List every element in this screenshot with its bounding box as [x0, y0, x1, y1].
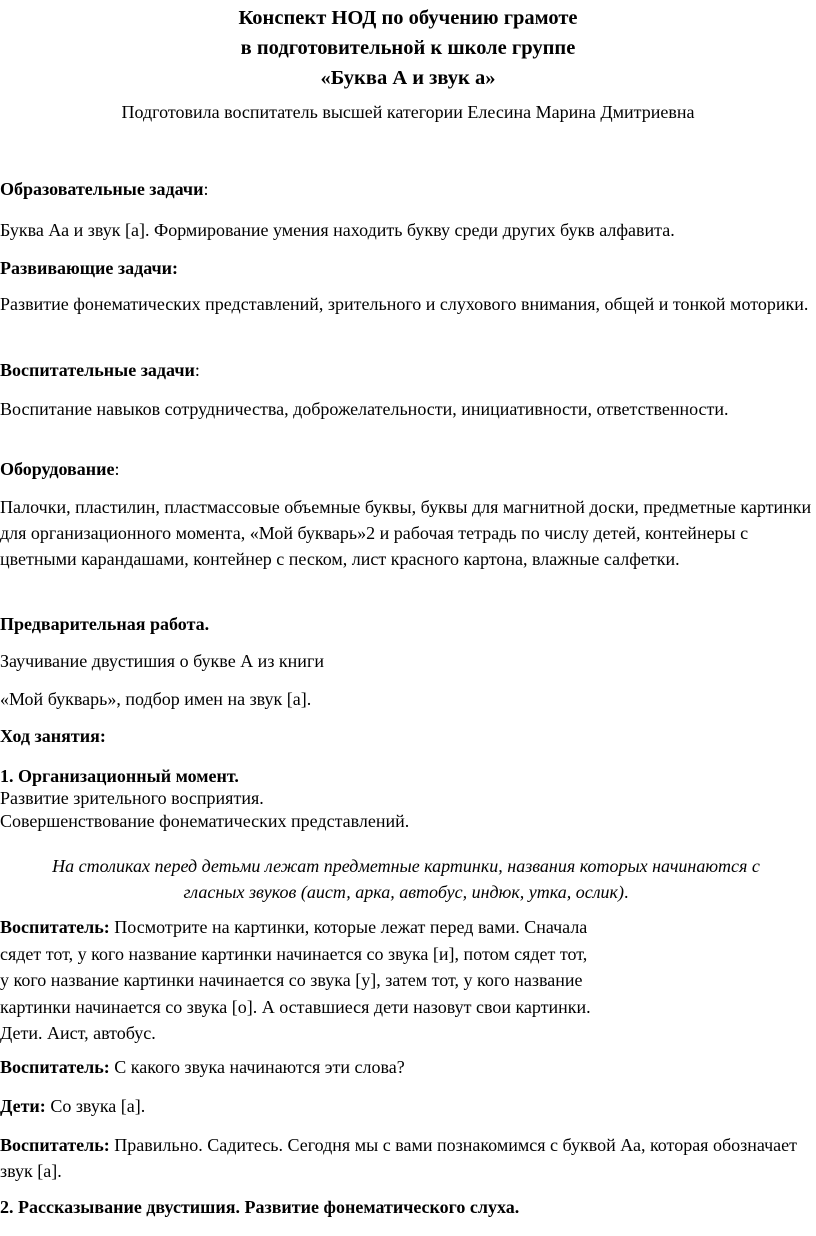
edu-heading-line: Образовательные задачи:: [0, 179, 209, 199]
prep-line-2: «Мой букварь», подбор имен на звук [а].: [0, 689, 312, 709]
dialogue-2: Воспитатель: С какого звука начинаются эти слова?: [0, 1057, 405, 1077]
dialogue-1: Воспитатель: Посмотрите на картинки, которые лежат перед вами. Сначала сядет тот, у кого название картинки начинается со звука [и], потом сядет тот, у кого название картинки начинается со звука [у], затем тот, у кого название картинки начинается со звука [о]. А оставшиеся дети назовут свои картинки. Дети. Аист, автобус.: [0, 917, 591, 1043]
italic-note: [0, 853, 812, 905]
prep-line-1: Заучивание двустишия о букве А из книги: [0, 651, 324, 671]
speaker-label: Воспитатель:: [0, 917, 110, 937]
section-1-heading: 1. Организационный момент.: [0, 766, 239, 786]
upb-heading: Воспитательные задачи: [0, 360, 195, 380]
dev-text: Развитие фонематических представлений, зрительного и слухового внимания, общей и тонкой моторики.: [0, 294, 809, 314]
speaker-label: Воспитатель:: [0, 1057, 110, 1077]
speaker-label: Дети:: [0, 1096, 46, 1116]
section-1-line-2: Совершенствование фонематических представлений.: [0, 811, 410, 831]
equip-text: Палочки, пластилин, пластмассовые объемные буквы, буквы для магнитной доски, предметные картинки для организационного момента, «Мой букварь»2 и рабочая тетрадь по числу детей, контейнеры с цветными карандашами, контейнер с песком, лист красного картона, влажные салфетки.: [0, 497, 812, 569]
title-line-1: Конспект НОД по обучению грамоте: [238, 7, 578, 29]
section-2-heading: 2. Рассказывание двустишия. Развитие фонематического слуха.: [0, 1197, 520, 1217]
edu-heading: Образовательные задачи: [0, 179, 204, 199]
dialogue-3: Дети: Со звука [а].: [0, 1096, 146, 1116]
title-line-2: в подготовительной к школе группе: [240, 37, 576, 59]
upb-heading-line: Воспитательные задачи:: [0, 360, 200, 380]
italic-line-2: гласных звуков (аист, арка, автобус, индюк, утка, ослик).: [183, 882, 629, 902]
upb-text: Воспитание навыков сотрудничества, доброжелательности, инициативности, ответственности.: [0, 399, 729, 419]
course-heading: Ход занятия:: [0, 726, 106, 746]
italic-line-1: На столиках перед детьми лежат предметные картинки, названия которых начинаются с: [52, 856, 760, 876]
speaker-label: Воспитатель:: [0, 1135, 110, 1155]
prep-heading: Предварительная работа.: [0, 614, 210, 634]
edu-text: Буква Аа и звук [а]. Формирование умения находить букву среди других букв алфавита.: [0, 220, 675, 240]
author-line: Подготовила воспитатель высшей категории Елесина Марина Дмитриевна: [121, 102, 695, 122]
equip-heading: Оборудование: [0, 459, 115, 479]
dialogue-4: Воспитатель: Правильно. Садитесь. Сегодня мы с вами познакомимся с буквой Аа, которая обозначает звук [а].: [0, 1135, 798, 1181]
title-line-3: «Буква А и звук а»: [320, 67, 496, 89]
dev-heading: Развивающие задачи:: [0, 258, 178, 278]
equip-heading-line: Оборудование:: [0, 459, 120, 479]
section-1-line-1: Развитие зрительного восприятия.: [0, 788, 264, 808]
document-title: [0, 3, 816, 93]
